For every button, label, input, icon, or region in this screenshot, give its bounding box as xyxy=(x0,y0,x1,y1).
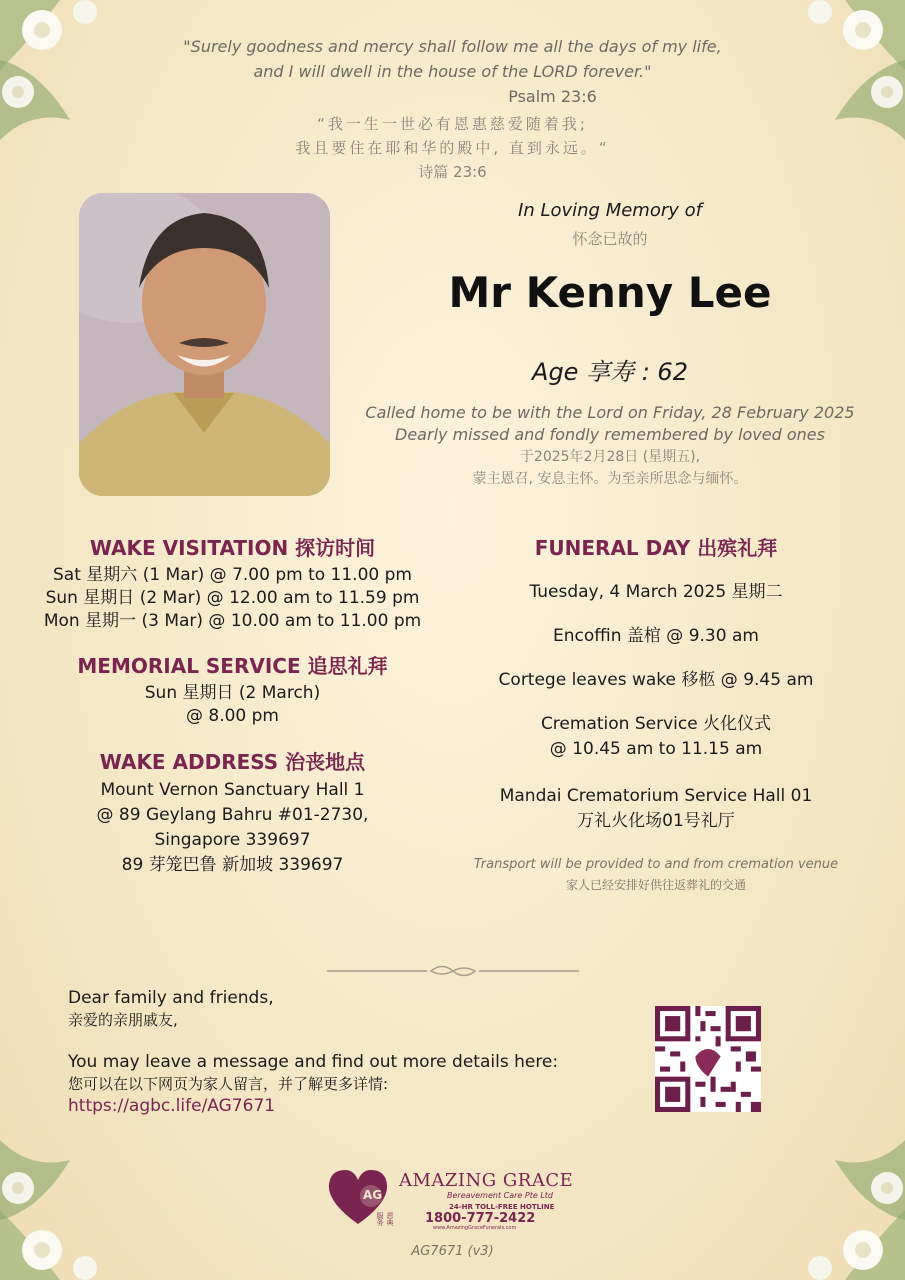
dearly-missed-line: Dearly missed and fondly remembered by loved ones xyxy=(395,425,825,444)
called-home-text xyxy=(330,402,890,446)
deceased-name: Mr Kenny Lee xyxy=(448,268,772,317)
memorial-service-line: Sun 星期日 (2 March) xyxy=(144,683,321,703)
funeral-day-title: FUNERAL DAY 出殡礼拜 xyxy=(534,536,778,560)
logo-badge-text: AG xyxy=(363,1188,383,1202)
encoffin-time: Encoffin 盖棺 @ 9.30 am xyxy=(553,626,759,646)
wake-address-line: @ 89 Geylang Bahru #01-2730, xyxy=(96,805,369,825)
greeting-cn: 亲爱的亲朋戚友, xyxy=(68,1011,178,1029)
in-loving-memory-cn-label: 怀念已故的 xyxy=(572,230,648,248)
called-home-cn-line-1: 于2025年2月28日 (星期五), xyxy=(519,449,701,465)
verse-cn-line-1: “我一生一世必有恩惠慈爱随着我; xyxy=(317,115,588,133)
verse-cn-line-2: 我且要住在耶和华的殿中, 直到永远。“ xyxy=(295,139,610,157)
portrait-photo xyxy=(79,193,330,496)
logo-subtitle: Bereavement Care Pte Ltd xyxy=(447,1191,553,1200)
ornamental-divider xyxy=(327,962,579,980)
funeral-day-section xyxy=(450,532,862,893)
deceased-age: Age 享寿 : 62 xyxy=(532,358,688,386)
logo-website: www.AmazingGraceFunerals.com xyxy=(433,1225,517,1231)
crematorium-venue-cn: 万礼火化场01号礼厅 xyxy=(577,811,735,831)
verse-line-1: "Surely goodness and mercy shall follow me all the days of my life, xyxy=(183,37,722,56)
verse-reference: Psalm 23:6 xyxy=(508,87,597,106)
memorial-service-title: MEMORIAL SERVICE 追思礼拜 xyxy=(77,654,388,678)
wake-address-title: WAKE ADDRESS 治丧地点 xyxy=(99,750,366,774)
floral-corner-bottom-right xyxy=(785,1140,905,1280)
condolence-link[interactable]: https://agbc.life/AG7671 xyxy=(68,1096,276,1116)
logo-hotline-label: 24-HR TOLL-FREE HOTLINE xyxy=(449,1203,555,1211)
logo-badge-cn: 恩典服务 xyxy=(376,1212,394,1226)
called-home-cn-line-2: 蒙主恩召, 安息主怀。为至亲所思念与缅怀。 xyxy=(472,471,748,487)
logo-brand: AMAZING GRACE xyxy=(399,1170,574,1191)
in-loving-memory-label: In Loving Memory of xyxy=(518,200,702,221)
wake-visitation-section xyxy=(20,532,445,633)
wake-address-line: Mount Vernon Sanctuary Hall 1 xyxy=(100,780,365,800)
memorial-service-line: @ 8.00 pm xyxy=(185,706,279,726)
wake-visitation-line: Sat 星期六 (1 Mar) @ 7.00 pm to 11.00 pm xyxy=(53,565,412,585)
logo-hotline-number: 1800-777-2422 xyxy=(425,1211,536,1226)
wake-visitation-line: Mon 星期一 (3 Mar) @ 10.00 am to 11.00 pm xyxy=(43,611,422,631)
message-text-cn: 您可以在以下网页为家人留言，并了解更多详情: xyxy=(68,1075,389,1093)
wake-visitation-line: Sun 星期日 (2 Mar) @ 12.00 am to 11.59 pm xyxy=(45,588,420,608)
wake-visitation-title: WAKE VISITATION 探访时间 xyxy=(89,536,376,560)
wake-address-line: Singapore 339697 xyxy=(154,830,311,850)
qr-code[interactable] xyxy=(655,1006,761,1112)
memorial-service-section xyxy=(20,650,445,728)
amazing-grace-logo xyxy=(325,1166,585,1232)
transport-note-cn: 家人已经安排好供往返葬礼的交通 xyxy=(565,878,746,892)
wake-address-line: 89 芽笼巴鲁 新加坡 339697 xyxy=(121,855,344,875)
floral-corner-bottom-left xyxy=(0,1140,120,1280)
footer-message xyxy=(68,987,638,1117)
called-home-line: Called home to be with the Lord on Friday, 28 February 2025 xyxy=(365,403,855,422)
reference-code: AG7671 (v3) xyxy=(411,1244,494,1259)
funeral-date: Tuesday, 4 March 2025 星期二 xyxy=(529,582,783,602)
cortege-time: Cortege leaves wake 移柩 @ 9.45 am xyxy=(498,670,814,690)
message-text: You may leave a message and find out more details here: xyxy=(68,1052,559,1072)
greeting: Dear family and friends, xyxy=(68,988,274,1008)
crematorium-venue: Mandai Crematorium Service Hall 01 xyxy=(499,786,813,806)
verse-cn-reference: 诗篇 23:6 xyxy=(418,163,487,181)
cremation-service-label: Cremation Service 火化仪式 xyxy=(540,714,772,734)
wake-address-section xyxy=(20,746,445,878)
bible-verse-chinese xyxy=(100,112,805,184)
called-home-cn-text xyxy=(330,446,890,490)
bible-verse-english xyxy=(100,34,805,109)
cremation-service-time: @ 10.45 am to 11.15 am xyxy=(549,739,763,759)
verse-line-2: and I will dwell in the house of the LORD forever." xyxy=(253,62,652,81)
transport-note: Transport will be provided to and from cremation venue xyxy=(473,857,839,872)
